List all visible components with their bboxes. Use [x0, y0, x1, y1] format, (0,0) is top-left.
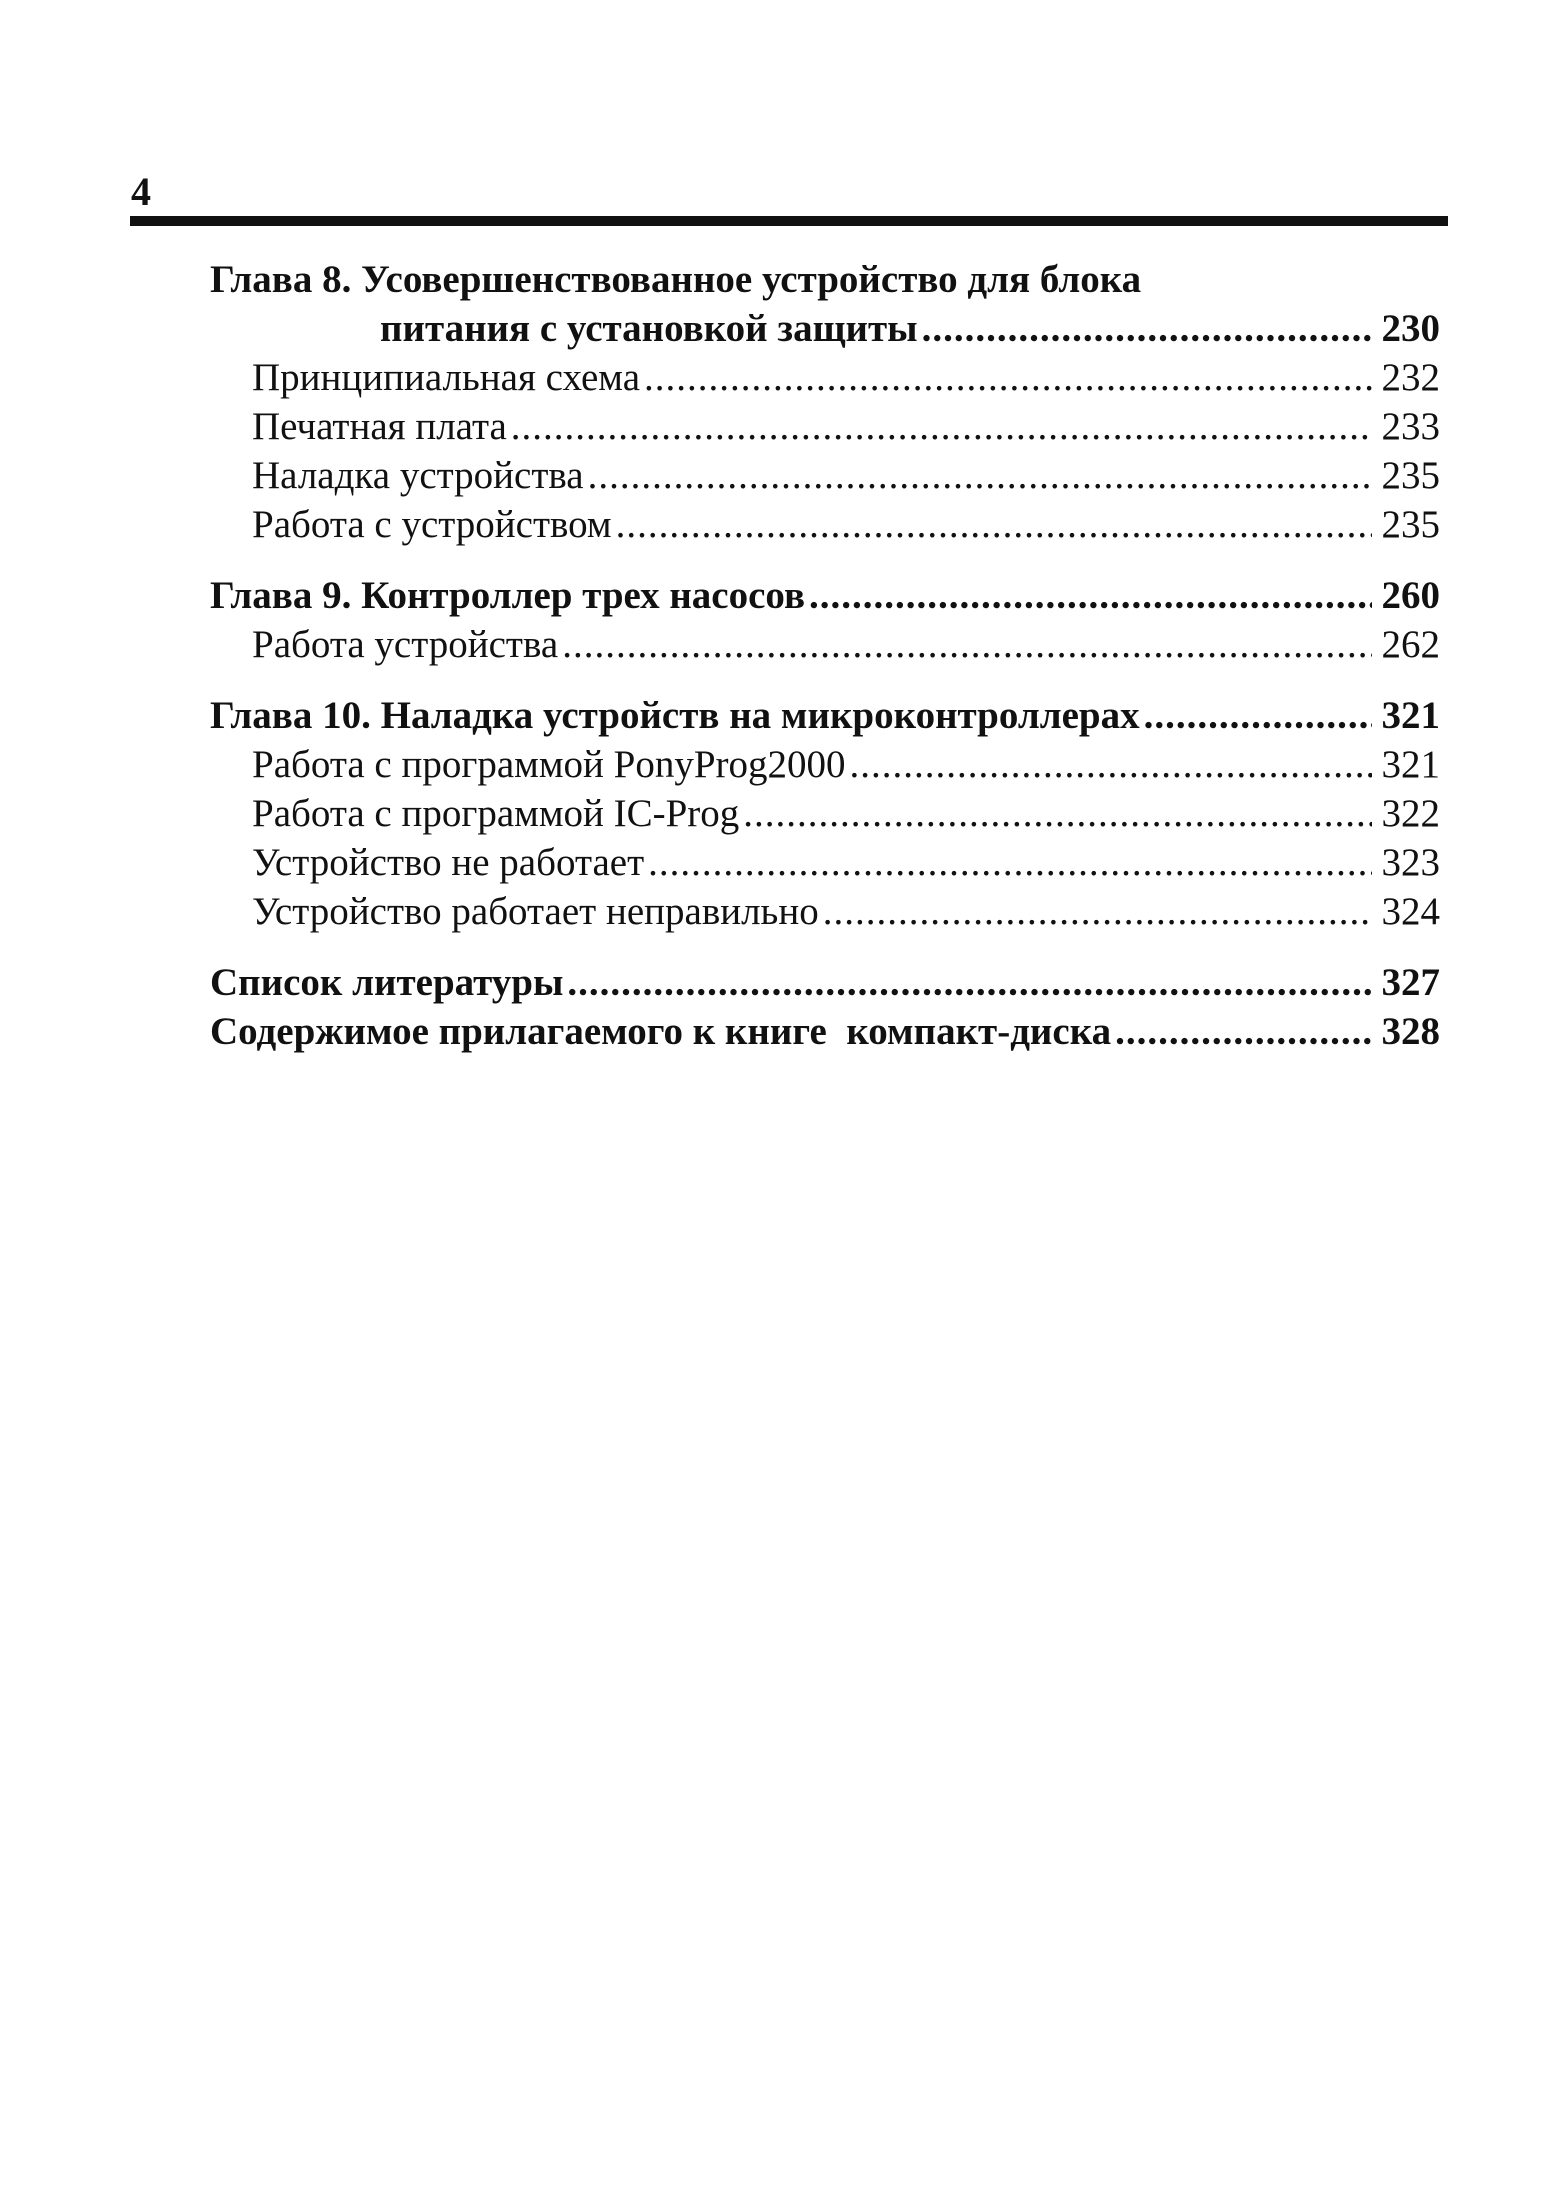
toc-chapter-8-line2[interactable] [210, 304, 1440, 353]
toc-leader-dots [644, 353, 1372, 402]
header-rule [130, 216, 1448, 226]
toc-page-number: 321 [1381, 743, 1440, 786]
toc-page-number: 328 [1381, 1010, 1440, 1053]
toc-chapter-10[interactable] [210, 691, 1440, 740]
toc-page-number: 233 [1381, 405, 1440, 448]
toc-title: Принципиальная схема [252, 356, 641, 399]
toc-title: Работа с программой IC-Prog [252, 792, 740, 835]
toc-page-number: 232 [1381, 356, 1440, 399]
table-of-contents [210, 255, 1440, 1056]
toc-leader-dots [823, 887, 1372, 936]
toc-chapter-8-line1[interactable] [210, 255, 1440, 304]
toc-leader-dots [616, 500, 1372, 549]
toc-leader-dots [850, 740, 1373, 789]
toc-title: Печатная плата [252, 405, 507, 448]
toc-title: Глава 8. Усовершенствованное устройство для блока [210, 258, 1142, 301]
toc-title: Работа устройства [252, 623, 559, 666]
toc-page-number: 262 [1381, 623, 1440, 666]
toc-bibliography[interactable] [210, 958, 1440, 1007]
toc-leader-dots [648, 838, 1372, 887]
toc-section[interactable] [210, 500, 1440, 549]
toc-title: Список литературы [210, 961, 564, 1004]
toc-page-number: 321 [1381, 694, 1440, 737]
toc-leader-dots [743, 789, 1372, 838]
page-number: 4 [131, 169, 151, 214]
toc-page-number: 235 [1381, 454, 1440, 497]
toc-title: Устройство не работает [252, 841, 645, 884]
toc-page-number: 327 [1381, 961, 1440, 1004]
toc-title: Наладка устройства [252, 454, 584, 497]
toc-leader-dots [567, 958, 1372, 1007]
toc-page-number: 235 [1381, 503, 1440, 546]
spacer [210, 669, 1440, 691]
toc-title: Работа с программой PonyProg2000 [252, 743, 846, 786]
toc-section[interactable] [210, 887, 1440, 936]
toc-title: Глава 9. Контроллер трех насосов [210, 574, 806, 617]
toc-page-number: 323 [1381, 841, 1440, 884]
toc-leader-dots [809, 571, 1372, 620]
toc-leader-dots [588, 451, 1372, 500]
toc-section[interactable] [210, 620, 1440, 669]
toc-leader-dots [511, 402, 1372, 451]
spacer [210, 936, 1440, 958]
toc-title: Содержимое прилагаемого к книге компакт-диска [210, 1010, 1112, 1053]
toc-section[interactable] [210, 740, 1440, 789]
toc-cd-contents[interactable] [210, 1007, 1440, 1056]
toc-section[interactable] [210, 838, 1440, 887]
toc-leader-dots [562, 620, 1372, 669]
toc-section[interactable] [210, 353, 1440, 402]
toc-leader-dots [1115, 1007, 1372, 1056]
spacer [210, 549, 1440, 571]
toc-page-number: 322 [1381, 792, 1440, 835]
toc-leader-dots [1144, 691, 1372, 740]
toc-title: Работа с устройством [252, 503, 612, 546]
toc-page-number: 324 [1381, 890, 1440, 933]
toc-page-number: 260 [1381, 574, 1440, 617]
toc-chapter-9[interactable] [210, 571, 1440, 620]
toc-leader-dots [922, 304, 1372, 353]
toc-title: питания с установкой защиты [380, 307, 918, 350]
toc-title: Устройство работает неправильно [252, 890, 819, 933]
toc-section[interactable] [210, 451, 1440, 500]
toc-page-number: 230 [1381, 307, 1440, 350]
toc-section[interactable] [210, 402, 1440, 451]
toc-section[interactable] [210, 789, 1440, 838]
toc-title: Глава 10. Наладка устройств на микроконтроллерах [210, 694, 1140, 737]
